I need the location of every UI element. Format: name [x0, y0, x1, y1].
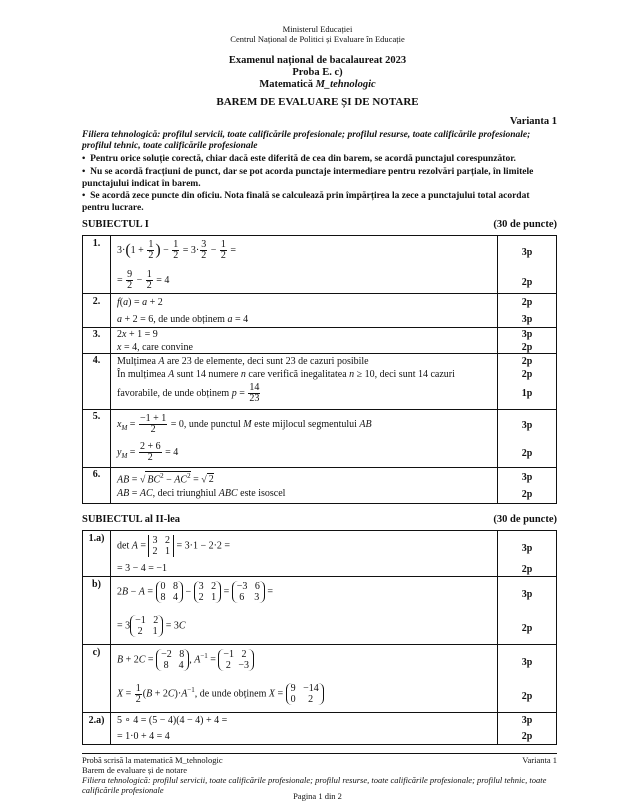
item-solution: 2x + 1 = 9 x = 4, care convine — [111, 328, 498, 354]
item-points: 3p 2p — [498, 577, 557, 645]
item-number: 2. — [83, 294, 111, 328]
item-number: 3. — [83, 328, 111, 354]
item-row — [83, 294, 557, 328]
exam-title: Examenul național de bacalaureat 2023 — [228, 55, 407, 66]
proba-title: Proba E. c) — [292, 67, 343, 78]
footer-variant: Varianta 1 — [522, 755, 557, 765]
item-points: 3p 2p — [498, 468, 557, 504]
ministry-header: Ministerul Educației — [282, 24, 353, 34]
item-solution: f(a) = a + 2 a + 2 = 6, de unde obținem a = 4 — [111, 294, 498, 328]
bullet-2 — [82, 166, 557, 190]
subject2-table — [82, 530, 557, 745]
footer-line-2: Barem de evaluare și de notare — [82, 765, 188, 775]
item-row — [83, 531, 557, 577]
footer-rule — [82, 753, 557, 754]
item-number: 4. — [83, 354, 111, 410]
subject1-title: SUBIECTUL I — [82, 219, 149, 230]
bullet-dot: • — [82, 191, 86, 201]
item-row — [83, 236, 557, 294]
filiera-text: Filiera tehnologică: profilul servicii, toate calificările profesionale; profilul resurse, toate calificările profesionale; profilul tehnic, toate calificările profesionale — [82, 130, 531, 151]
item-solution: Mulțimea A are 23 de elemente, deci sunt 23 de cazuri posibile În mulțimea A sunt 14 numere n care verifică inegalitatea n ≥ 10, deci sunt 14 cazuri favorabile, de unde obținem p = $\frac{14}{23}$ — [111, 354, 498, 410]
variant-label: Varianta 1 — [509, 116, 557, 127]
item-points: 2p 3p — [498, 294, 557, 328]
item-row — [83, 354, 557, 410]
item-points: 3p 2p — [498, 410, 557, 468]
subject2-points: (30 de puncte) — [493, 514, 557, 525]
bullet-3 — [82, 190, 557, 214]
bullet-3-text: Se acordă zece puncte din oficiu. Nota finală se calculează prin împărțirea la zece a punctajului total acordat pentru lucrare. — [82, 191, 530, 213]
item-points: 3p 2p — [498, 236, 557, 294]
bullet-2-text: Nu se acordă fracțiuni de punct, dar se pot acorda punctaje intermediare pentru rezolvări parțiale, în limitele punctajului indicat în barem. — [82, 167, 534, 189]
item-solution: 3·(1 + $\frac{1}{2}$ ) − $\frac{1}{2}$ = 3· $\frac{3}{2}$ − $\frac{1}{2}$ = = $\frac{9}{2}$ − $\frac{1}{2}$ = 4 — [111, 236, 498, 294]
footer-line-3: Filiera tehnologică: profilul servicii, toate calificările profesionale; profilul resurse, toate calificările profesionale; profilul tehnic, toate calificările profesionale — [82, 775, 547, 795]
item-solution: 5 ∘ 4 = (5 − 4)(4 − 4) + 4 = = 1·0 + 4 = 4 — [111, 713, 498, 745]
item-points: 2p 2p 1p — [498, 354, 557, 410]
item-points: 3p 2p — [498, 531, 557, 577]
bullet-dot: • — [82, 154, 86, 164]
subject-title — [0, 79, 635, 91]
subject1-points: (30 de puncte) — [493, 219, 557, 230]
subject2-title: SUBIECTUL al II-lea — [82, 514, 181, 525]
item-number: 5. — [83, 410, 111, 468]
item-solution: $x_M$ = $\frac{-1 + 1}{2}$ = 0, unde punctul M este mijlocul segmentului AB $y_M$ = $\frac{2 + 6}{2}$ = 4 — [111, 410, 498, 468]
item-number: 1.a) — [83, 531, 111, 577]
item-row — [83, 577, 557, 645]
item-solution: 2B − A = 0 8 8 4 − 3 2 2 1 = −3 6 6 3 = = 3 −1 2 2 1 = 3C — [111, 577, 498, 645]
item-solution: B + 2C = −2 8 8 4 , $A^{-1}$ = −1 2 2 −3 X = $\frac{1}{2}$ $(B + 2C)\cdot A^{-1}$, de unde obținem X = 9 −14 0 2 — [111, 645, 498, 713]
item-points: 3p 2p — [498, 645, 557, 713]
item-row — [83, 713, 557, 745]
subject-prefix: Matematică — [259, 79, 316, 90]
bullet-dot: • — [82, 167, 86, 177]
barem-title: BAREM DE EVALUARE ȘI DE NOTARE — [216, 96, 419, 108]
item-number: c) — [83, 645, 111, 713]
item-row — [83, 328, 557, 354]
item-points: 3p 2p — [498, 713, 557, 745]
subject-name: M_tehnologic — [315, 79, 376, 90]
bullet-1 — [82, 153, 557, 165]
item-points: 3p 2p — [498, 328, 557, 354]
item-number: 6. — [83, 468, 111, 504]
item-solution: AB = √ $BC^2 - AC^2$ = √ 2 AB = AC, deci triunghiul ABC este isoscel — [111, 468, 498, 504]
bullet-1-text: Pentru orice soluție corectă, chiar dacă este diferită de cea din barem, se acordă punctajul corespunzător. — [90, 154, 516, 164]
item-row — [83, 410, 557, 468]
item-row — [83, 645, 557, 713]
item-number: b) — [83, 577, 111, 645]
center-header: Centrul Național de Politici și Evaluare în Educație — [230, 34, 405, 44]
subject1-table — [82, 235, 557, 504]
item-row — [83, 468, 557, 504]
footer-line-1: Probă scrisă la matematică M_tehnologic — [82, 755, 223, 765]
item-solution: det A = 3 2 2 1 = 3·1 − 2·2 = = 3 − 4 = −1 — [111, 531, 498, 577]
page-number: Pagina 1 din 2 — [293, 791, 342, 801]
item-number: 1. — [83, 236, 111, 294]
item-number: 2.a) — [83, 713, 111, 745]
